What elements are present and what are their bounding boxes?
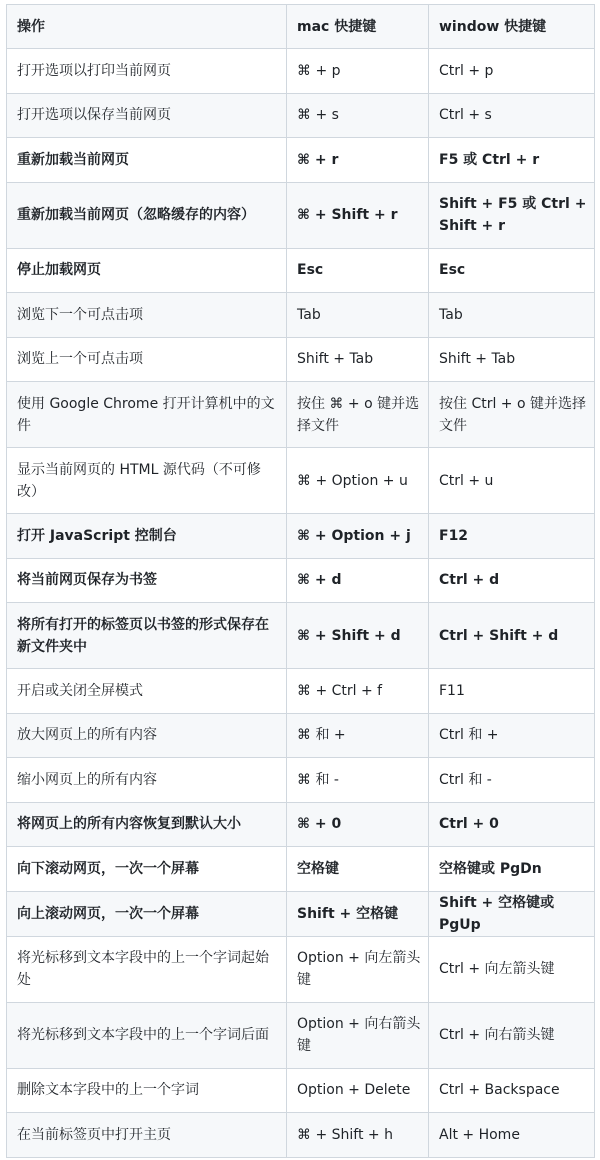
windows-shortcut-cell: Ctrl + 向左箭头键 [429, 936, 595, 1002]
action-cell: 停止加载网页 [7, 248, 287, 293]
windows-shortcut-cell: Tab [429, 293, 595, 338]
table-row [7, 891, 595, 936]
table-row [7, 603, 595, 669]
table-row [7, 713, 595, 758]
mac-shortcut-cell: ⌘ + Shift + d [287, 603, 429, 669]
windows-shortcut-cell: Shift + Tab [429, 337, 595, 382]
table-row [7, 847, 595, 892]
action-cell: 向上滚动网页，一次一个屏幕 [7, 891, 287, 936]
mac-shortcut-cell: ⌘ + Ctrl + f [287, 669, 429, 714]
action-cell: 使用 Google Chrome 打开计算机中的文件 [7, 382, 287, 448]
mac-shortcut-cell: Tab [287, 293, 429, 338]
mac-shortcut-cell: Option + Delete [287, 1068, 429, 1113]
mac-shortcut-cell: Shift + 空格键 [287, 891, 429, 936]
windows-shortcut-cell: Ctrl + d [429, 558, 595, 603]
action-cell: 重新加载当前网页（忽略缓存的内容） [7, 182, 287, 248]
windows-shortcut-cell: Alt + Home [429, 1113, 595, 1158]
table-row [7, 514, 595, 559]
table-row [7, 1002, 595, 1068]
mac-shortcut-cell: 空格键 [287, 847, 429, 892]
action-cell: 重新加载当前网页 [7, 138, 287, 183]
windows-shortcut-cell: Shift + F5 或 Ctrl + Shift + r [429, 182, 595, 248]
action-cell: 浏览上一个可点击项 [7, 337, 287, 382]
action-cell: 将当前网页保存为书签 [7, 558, 287, 603]
table-row [7, 936, 595, 1002]
windows-shortcut-cell: Shift + 空格键或 PgUp [429, 891, 595, 936]
windows-shortcut-cell: Ctrl + 向右箭头键 [429, 1002, 595, 1068]
table-row [7, 248, 595, 293]
mac-shortcut-cell: ⌘ + 0 [287, 802, 429, 847]
action-cell: 向下滚动网页，一次一个屏幕 [7, 847, 287, 892]
mac-shortcut-cell: 按住 ⌘ + o 键并选择文件 [287, 382, 429, 448]
shortcut-table [6, 4, 595, 1158]
table-row [7, 669, 595, 714]
header-action: 操作 [7, 5, 287, 49]
mac-shortcut-cell: ⌘ + Shift + h [287, 1113, 429, 1158]
action-cell: 删除文本字段中的上一个字词 [7, 1068, 287, 1113]
mac-shortcut-cell: ⌘ + s [287, 93, 429, 138]
mac-shortcut-cell: ⌘ + d [287, 558, 429, 603]
table-row [7, 558, 595, 603]
action-cell: 在当前标签页中打开主页 [7, 1113, 287, 1158]
action-cell: 打开选项以保存当前网页 [7, 93, 287, 138]
mac-shortcut-cell: ⌘ + Shift + r [287, 182, 429, 248]
mac-shortcut-cell: Option + 向左箭头键 [287, 936, 429, 1002]
action-cell: 将所有打开的标签页以书签的形式保存在新文件夹中 [7, 603, 287, 669]
table-header-row [7, 5, 595, 49]
mac-shortcut-cell: Option + 向右箭头键 [287, 1002, 429, 1068]
action-cell: 打开 JavaScript 控制台 [7, 514, 287, 559]
windows-shortcut-cell: Ctrl + s [429, 93, 595, 138]
windows-shortcut-cell: Ctrl + u [429, 448, 595, 514]
mac-shortcut-cell: ⌘ 和 - [287, 758, 429, 803]
windows-shortcut-cell: F12 [429, 514, 595, 559]
mac-shortcut-cell: ⌘ + p [287, 49, 429, 94]
windows-shortcut-cell: Ctrl + p [429, 49, 595, 94]
windows-shortcut-cell: Ctrl + Backspace [429, 1068, 595, 1113]
table-row [7, 758, 595, 803]
mac-shortcut-cell: ⌘ + Option + u [287, 448, 429, 514]
table-row [7, 337, 595, 382]
windows-shortcut-cell: Ctrl 和 + [429, 713, 595, 758]
windows-shortcut-cell: Ctrl + 0 [429, 802, 595, 847]
mac-shortcut-cell: Shift + Tab [287, 337, 429, 382]
action-cell: 放大网页上的所有内容 [7, 713, 287, 758]
header-windows-shortcut: window 快捷键 [429, 5, 595, 49]
windows-shortcut-cell: Esc [429, 248, 595, 293]
header-mac-shortcut: mac 快捷键 [287, 5, 429, 49]
action-cell: 打开选项以打印当前网页 [7, 49, 287, 94]
mac-shortcut-cell: Esc [287, 248, 429, 293]
windows-shortcut-cell: 空格键或 PgDn [429, 847, 595, 892]
table-row [7, 182, 595, 248]
action-cell: 将光标移到文本字段中的上一个字词起始处 [7, 936, 287, 1002]
windows-shortcut-cell: Ctrl + Shift + d [429, 603, 595, 669]
windows-shortcut-cell: F5 或 Ctrl + r [429, 138, 595, 183]
windows-shortcut-cell: Ctrl 和 - [429, 758, 595, 803]
table-row [7, 1068, 595, 1113]
mac-shortcut-cell: ⌘ + Option + j [287, 514, 429, 559]
table-row [7, 93, 595, 138]
action-cell: 将光标移到文本字段中的上一个字词后面 [7, 1002, 287, 1068]
action-cell: 将网页上的所有内容恢复到默认大小 [7, 802, 287, 847]
windows-shortcut-cell: 按住 Ctrl + o 键并选择文件 [429, 382, 595, 448]
mac-shortcut-cell: ⌘ + r [287, 138, 429, 183]
table-row [7, 138, 595, 183]
table-row [7, 49, 595, 94]
table-row [7, 293, 595, 338]
table-row [7, 382, 595, 448]
table-row [7, 802, 595, 847]
action-cell: 开启或关闭全屏模式 [7, 669, 287, 714]
action-cell: 浏览下一个可点击项 [7, 293, 287, 338]
mac-shortcut-cell: ⌘ 和 + [287, 713, 429, 758]
windows-shortcut-cell: F11 [429, 669, 595, 714]
action-cell: 缩小网页上的所有内容 [7, 758, 287, 803]
table-row [7, 1113, 595, 1158]
action-cell: 显示当前网页的 HTML 源代码（不可修改） [7, 448, 287, 514]
table-row [7, 448, 595, 514]
